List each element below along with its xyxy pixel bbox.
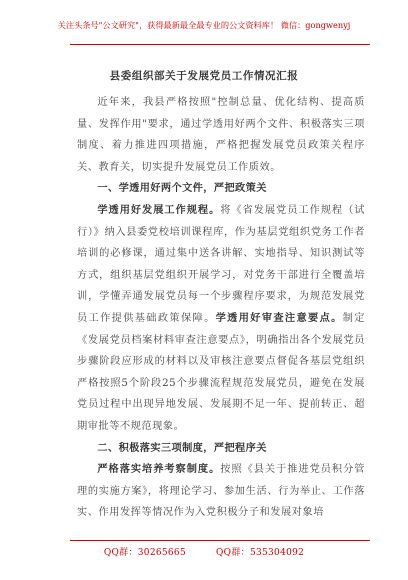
- document-title: 县委组织部关于发展党员工作情况汇报: [109, 70, 299, 82]
- paragraph-text: 按照《县关于推进党员积分管理的实施方案》，将理论学习、参加生活、行为举止、工作落实、作用发挥等情况作为入党积极分子和发展对象培: [77, 464, 365, 519]
- paragraph-system: [77, 459, 365, 524]
- paragraph-rules: [77, 200, 365, 438]
- paragraph-lead: 学透用好发展工作规程。: [97, 203, 221, 216]
- paragraph-lead: 严格落实培养考察制度。: [97, 463, 221, 476]
- header-banner: 关注头条号"公文研究"，获得最新最全最专业的公文资料库！ 微信：gongwenyj: [57, 20, 351, 30]
- header-rule: [70, 44, 370, 45]
- footer-qq-2: QQ群：535304092: [215, 548, 305, 558]
- footer-qq-1: QQ群：30265665: [103, 548, 186, 558]
- footer: [0, 545, 408, 558]
- footer-rule: [70, 540, 370, 541]
- paragraph-intro: 近年来，我县严格按照"控制总量、优化结构、提高质量、发挥作用"要求，通过学透用好两个文件、积极落实三项制度、着力推进四项措施，严格把握发展党员政策关程序关、教育关，切实提升发展党员工作质效。: [77, 97, 365, 173]
- paragraph-lead: 学透用好审查注意要点。: [215, 311, 343, 324]
- paragraph-text: 制定《发展党员档案材料审查注意要点》，明确指出各个发展党员步骤阶段应形成的材料以及审核注意要点督促各基层党组织严格按照5个阶段25个步骤流程规范发展党员，避免在发展党员过程中出现异地发展、发展期不足一年、提前转正、超期审批等不规范现象。: [77, 312, 365, 432]
- section-heading-2: 二、积极落实三项制度，严把程序关: [97, 441, 267, 454]
- paragraph-text: 将《省发展党员工作规程（试行）》纳入县委党校培训课程库，作为基层党组织党务工作者培训的必修课，通过集中送各讲解、实地指导、知识测试等方式，组织基层党组织开展学习，对党务干部进行全覆盖培训，学懂弄通发展党员每一个步骤程序要求，为规范发展党员工作提供基础政策保障。: [77, 204, 365, 324]
- section-heading-1: 一、学透用好两个文件，严把政策关: [97, 182, 267, 195]
- document-body: [77, 92, 365, 524]
